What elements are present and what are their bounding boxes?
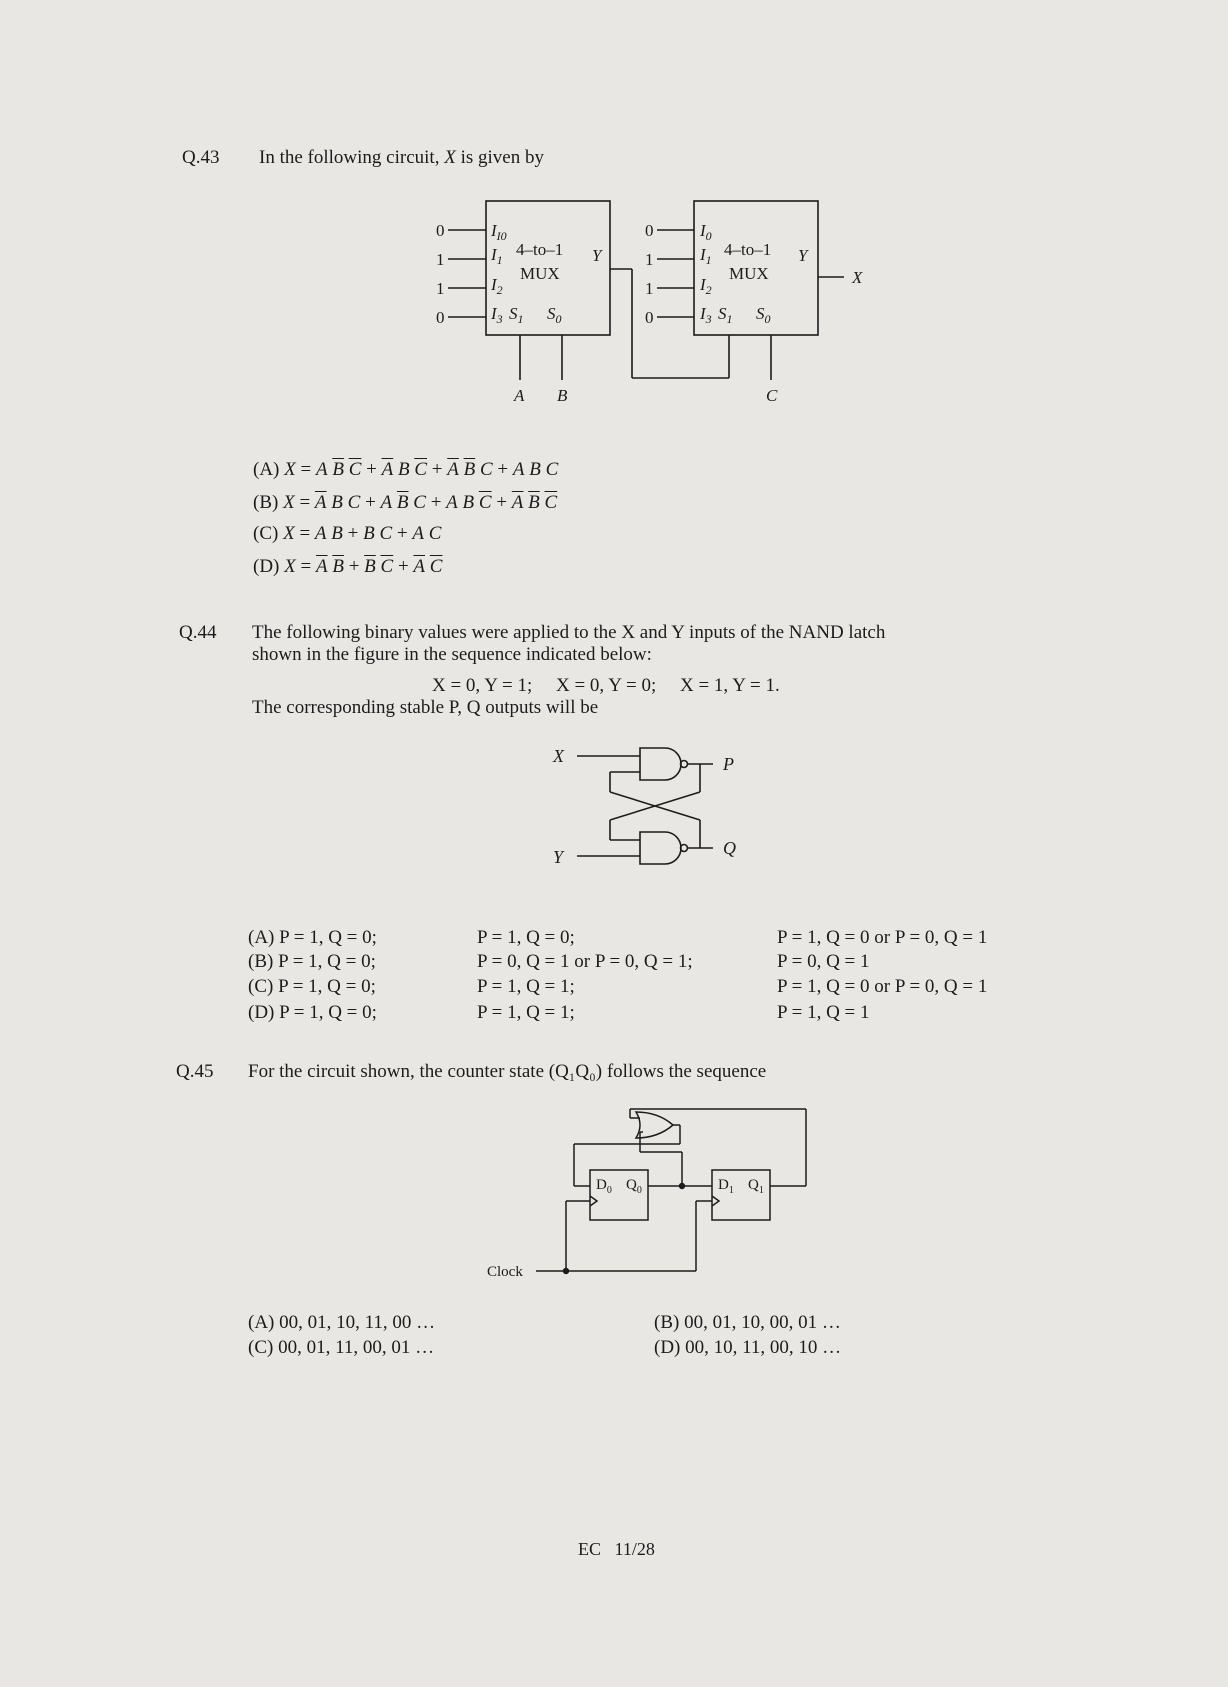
- latch-y: Y: [553, 847, 564, 867]
- question-44-sequence: X = 0, Y = 1; X = 0, Y = 0; X = 1, Y = 1.: [432, 675, 780, 696]
- svg-text:Y: Y: [592, 246, 602, 265]
- q45-option-a[interactable]: (A) 00, 01, 10, 11, 00 …: [248, 1312, 436, 1333]
- q44-option-a-col1[interactable]: (A) P = 1, Q = 0;: [248, 927, 377, 948]
- q44-option-b-col3: P = 0, Q = 1: [777, 951, 870, 972]
- q45-option-b[interactable]: (B) 00, 01, 10, 00, 01 …: [654, 1312, 841, 1333]
- mux2-label-1: 4–to–1: [724, 240, 772, 259]
- mux-circuit-diagram: [420, 195, 880, 410]
- latch-x: X: [553, 746, 564, 766]
- counter-circuit-diagram: [480, 1108, 820, 1278]
- q45-option-d[interactable]: (D) 00, 10, 11, 00, 10 …: [654, 1337, 842, 1358]
- or-gate: [636, 1112, 673, 1138]
- question-44-stem-3: The corresponding stable P, Q outputs will be: [252, 697, 599, 718]
- svg-text:I2: $I_2$: [700, 275, 712, 297]
- question-number-43: Q.43: [182, 147, 220, 168]
- svg-text:I1: $I_1$: [700, 245, 712, 267]
- mux1-in0: 0: [436, 221, 445, 240]
- nand-gate-top: [640, 748, 681, 780]
- nand-latch-diagram: [545, 740, 765, 875]
- label-q0: $Q_0$: [626, 1177, 642, 1196]
- mux2-in1: 1: [645, 250, 654, 269]
- latch-q: Q: [723, 838, 736, 858]
- q44-option-d-col2: P = 1, Q = 1;: [477, 1002, 575, 1023]
- svg-text:I3: $I_3$: [491, 304, 503, 326]
- select-c: C: [766, 386, 778, 405]
- label-d0: $D_0$: [596, 1177, 612, 1196]
- q43-option-c[interactable]: (C) X = A B + B C + A C: [253, 523, 442, 544]
- label-clock: Clock: [487, 1264, 523, 1278]
- mux1-label-1: 4–to–1: [516, 240, 564, 259]
- svg-text:I3: $I_3$: [700, 304, 712, 326]
- svg-text:S1: $S_1$: [509, 304, 524, 326]
- label-q1: $Q_1$: [748, 1177, 764, 1196]
- select-b: B: [557, 386, 568, 405]
- question-number-45: Q.45: [176, 1061, 214, 1082]
- mux1-in1: 1: [436, 250, 445, 269]
- svg-text:S0: $S_0$: [547, 304, 562, 326]
- svg-text:I0: $I_0$: [700, 221, 712, 243]
- q44-option-d-col3: P = 1, Q = 1: [777, 1002, 870, 1023]
- q43-option-d[interactable]: (D) $X = \overline{A}$ $\overline{B} + \overline{B}$ $\overline{C} + \overline{A}$ $\overline{C}$: [253, 556, 443, 577]
- svg-text:S0: $S_0$: [756, 304, 771, 326]
- question-44-stem-1: The following binary values were applied to the X and Y inputs of the NAND latch: [252, 622, 886, 643]
- question-44-stem-2: shown in the figure in the sequence indicated below:: [252, 644, 652, 665]
- mux2-in3: 0: [645, 308, 654, 327]
- question-45-stem: For the circuit shown, the counter state (Q₁Q₀) follows the sequence: [248, 1061, 767, 1082]
- q44-option-c-col3: P = 1, Q = 0 or P = 0, Q = 1: [777, 976, 988, 997]
- mux1-label-2: MUX: [520, 264, 560, 283]
- mux2-label-2: MUX: [729, 264, 769, 283]
- label-d1: $D_1$: [718, 1177, 734, 1196]
- mux1-in2: 1: [436, 279, 445, 298]
- q44-option-d-col1[interactable]: (D) P = 1, Q = 0;: [248, 1002, 377, 1023]
- mux2-in0: 0: [645, 221, 654, 240]
- q44-option-b-col2: P = 0, Q = 1 or P = 0, Q = 1;: [477, 951, 693, 972]
- q44-option-b-col1[interactable]: (B) P = 1, Q = 0;: [248, 951, 376, 972]
- select-a: A: [514, 386, 525, 405]
- nand-gate-bottom: [640, 832, 681, 864]
- output-x: X: [852, 268, 863, 287]
- mux1-in3: 0: [436, 308, 445, 327]
- latch-p: P: [723, 754, 734, 774]
- svg-text:Y: Y: [798, 246, 808, 265]
- q44-option-a-col2: P = 1, Q = 0;: [477, 927, 575, 948]
- svg-text:S1: $S_1$: [718, 304, 733, 326]
- svg-text:II0: $I_{I0}$: [491, 221, 507, 243]
- q43-option-b[interactable]: (B) $X = \overline{A}$ B C + A $\overline{B}$ C + A B $\overline{C} + \overline{A}$ $\overline{B}$ $\overline{C}$: [253, 492, 558, 513]
- q45-option-c[interactable]: (C) 00, 01, 11, 00, 01 …: [248, 1337, 435, 1358]
- mux2-in2: 1: [645, 279, 654, 298]
- q44-option-a-col3: P = 1, Q = 0 or P = 0, Q = 1: [777, 927, 988, 948]
- q44-option-c-col1[interactable]: (C) P = 1, Q = 0;: [248, 976, 376, 997]
- svg-text:I1: $I_1$: [491, 245, 503, 267]
- page-footer: EC 11/28: [578, 1539, 655, 1559]
- svg-text:I2: $I_2$: [491, 275, 503, 297]
- question-number-44: Q.44: [179, 622, 217, 643]
- question-43-stem: In the following circuit, X is given by: [259, 147, 544, 168]
- q44-option-c-col2: P = 1, Q = 1;: [477, 976, 575, 997]
- q43-option-a[interactable]: (A) X = A $\overline{B}$ $\overline{C} + \overline{A}$ B $\overline{C} + \overline{A}$ $\overline{B}$ C + A B C: [253, 459, 559, 480]
